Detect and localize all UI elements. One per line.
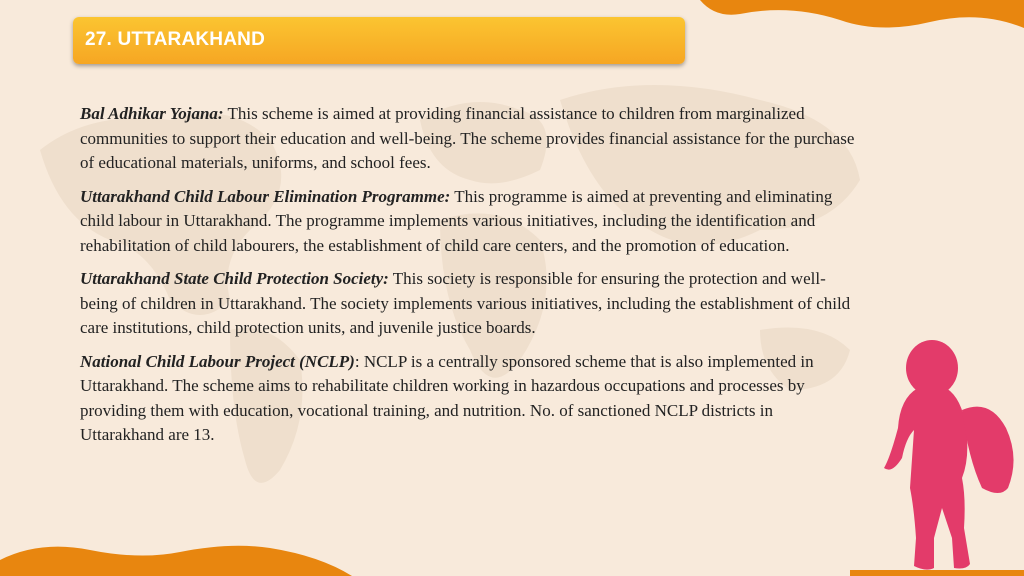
scheme-description: This programme is aimed at preventing and eliminating child labour in Uttarakhand. The programme implements various initiatives, including the identification and rehabilitation of child labourers, the establishment of child care centers, and the promotion of education. <box>80 186 833 255</box>
scheme-item <box>80 185 860 259</box>
scheme-name: Uttarakhand Child Labour Elimination Programme: <box>80 186 451 206</box>
scheme-item <box>80 350 860 448</box>
slide-title: 27. UTTARAKHAND <box>85 29 265 50</box>
scheme-description: This scheme is aimed at providing financial assistance to children from marginalized communities to support their education and well-being. The scheme provides financial assistance for the purchase of educational materials, uniforms, and school fees. <box>80 104 855 172</box>
child-silhouette-illustration <box>870 338 1020 574</box>
scheme-name: Uttarakhand State Child Protection Society: <box>80 269 389 288</box>
scheme-description: : NCLP is a centrally sponsored scheme that is also implemented in Uttarakhand. The scheme aims to rehabilitate children working in hazardous occupations and processes by providing them with education, vocational training, and nutrition. No. of sanctioned NCLP districts in Uttarakhand are 13. <box>80 351 814 444</box>
scheme-list <box>80 102 860 457</box>
scheme-name: National Child Labour Project (NCLP) <box>80 351 355 371</box>
slide-title-bar <box>73 17 685 64</box>
scheme-description: This society is responsible for ensuring the protection and well-being of children in Uttarakhand. The society implements various initiatives, including the establishment of child care institutions, child protection units, and juvenile justice boards. <box>80 269 851 337</box>
scheme-item <box>80 102 860 176</box>
scheme-name: Bal Adhikar Yojana: <box>80 104 224 123</box>
scheme-item <box>80 267 860 341</box>
